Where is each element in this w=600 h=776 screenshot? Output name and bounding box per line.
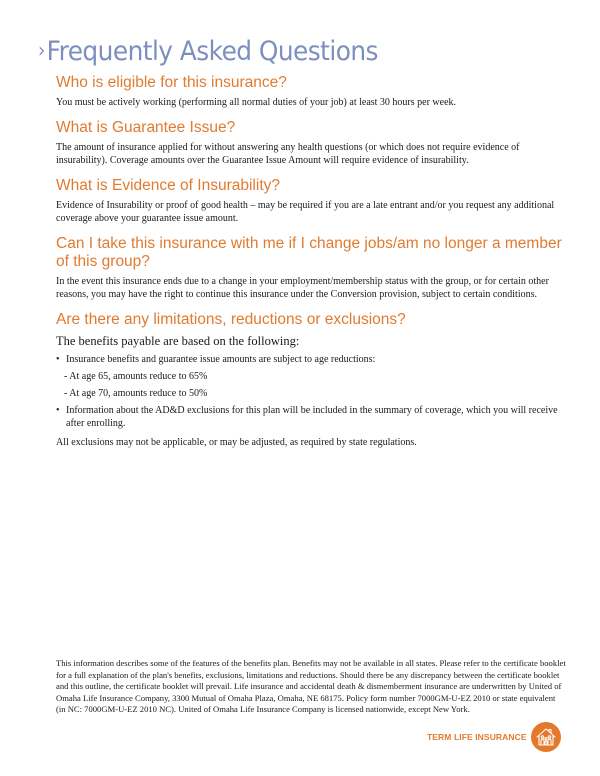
- limitations-lead: The benefits payable are based on the following:: [56, 334, 300, 348]
- faq-item-eligibility: [56, 74, 566, 109]
- list-item-text: Insurance benefits and guarantee issue amounts are subject to age reductions:: [66, 354, 376, 365]
- list-item: [56, 353, 566, 366]
- faq-item-guarantee-issue: [56, 119, 566, 167]
- chevron-right-icon: ›: [38, 38, 45, 62]
- limitations-closing: All exclusions may not be applicable, or may be adjusted, as required by state regulations.: [56, 437, 417, 448]
- house-family-icon: [531, 722, 561, 752]
- faq-content: [56, 74, 566, 449]
- page-title-text: Frequently Asked Questions: [46, 36, 378, 67]
- faq-answer: You must be actively working (performing all normal duties of your job) at least 30 hours per week.: [56, 97, 457, 108]
- faq-answer: The amount of insurance applied for without answering any health questions (or which does not require evidence of insurability). Coverage amounts over the Guarantee Issue Amount will require evidence of insurability.: [56, 142, 520, 166]
- footer-brand: [427, 722, 561, 752]
- sub-list-item: - At age 70, amounts reduce to 50%: [64, 388, 208, 399]
- list-item: [56, 404, 566, 430]
- faq-question: What is Guarantee Issue?: [56, 119, 236, 136]
- sub-list-item: - At age 65, amounts reduce to 65%: [64, 371, 208, 382]
- list-item-text: Information about the AD&D exclusions for this plan will be included in the summary of coverage, which you will receive after enrolling.: [66, 405, 558, 429]
- bullet-icon: •: [56, 405, 60, 416]
- faq-item-limitations: [56, 311, 566, 449]
- limitations-list: [56, 353, 566, 430]
- bullet-icon: •: [56, 354, 60, 365]
- faq-question: Can I take this insurance with me if I change jobs/am no longer a member of this group?: [56, 235, 562, 270]
- faq-item-evidence-of-insurability: [56, 177, 566, 225]
- brand-label: TERM LIFE INSURANCE: [427, 732, 527, 742]
- faq-item-portability: [56, 235, 566, 301]
- faq-question: What is Evidence of Insurability?: [56, 177, 280, 194]
- faq-answer: In the event this insurance ends due to a change in your employment/membership status with the group, or for certain other reasons, you may have the right to continue this insurance under the Conversion provision, subject to certain conditions.: [56, 276, 549, 300]
- faq-question: Who is eligible for this insurance?: [56, 74, 287, 91]
- disclaimer: This information describes some of the features of the benefits plan. Benefits may not be available in all states. Please refer to the certificate booklet for a full explanation of the plan's benefits, exclusions, limitations and reductions. Should there be any discrepancy between the certificate booklet and this outline, the certificate booklet will prevail. Life insurance and accidental death & dismemberment insurance are underwritten by United of Omaha Life Insurance Company, 3300 Mutual of Omaha Plaza, Omaha, NE 68175. Policy form number 7000GM-U-EZ 2010 or state equivalent (in NC: 7000GM-U-EZ 2010 NC). United of Omaha Life Insurance Company is licensed nationwide, except New York.: [56, 658, 566, 714]
- page-title: [38, 36, 378, 67]
- faq-question: Are there any limitations, reductions or exclusions?: [56, 311, 406, 328]
- faq-answer: Evidence of Insurability or proof of good health – may be required if you are a late entrant and/or you request any additional coverage above your guarantee issue amount.: [56, 200, 555, 224]
